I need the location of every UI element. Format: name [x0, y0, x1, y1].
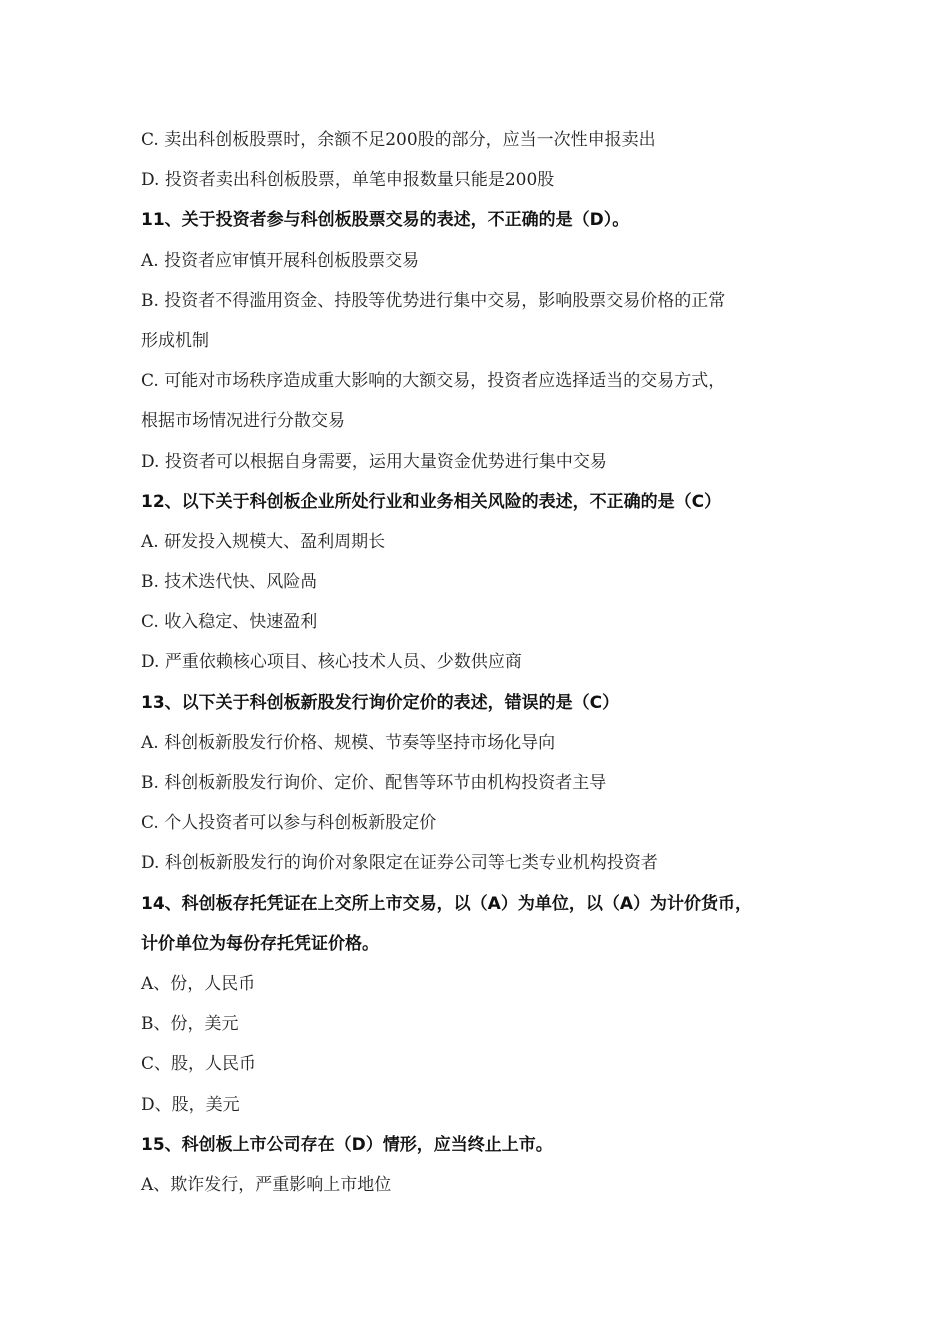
- option-line: D、股，美元: [141, 1094, 240, 1115]
- option-line: A、欺诈发行，严重影响上市地位: [141, 1174, 392, 1195]
- option-line: C. 个人投资者可以参与科创板新股定价: [141, 813, 437, 834]
- option-line: B、份，美元: [141, 1014, 239, 1035]
- question-14-continued: 计价单位为每份存托凭证价格。: [141, 933, 379, 954]
- option-line: B. 投资者不得滥用资金、持股等优势进行集中交易，影响股票交易价格的正常: [141, 290, 726, 311]
- option-line: A、份，人民币: [141, 973, 256, 994]
- question-12: 12、以下关于科创板企业所处行业和业务相关风险的表述，不正确的是（C）: [141, 491, 722, 512]
- option-line-continued: 形成机制: [141, 330, 209, 351]
- option-line: D. 科创板新股发行的询价对象限定在证券公司等七类专业机构投资者: [141, 853, 658, 874]
- option-line: D. 投资者卖出科创板股票，单笔申报数量只能是200股: [141, 170, 555, 191]
- option-line: D. 投资者可以根据自身需要，运用大量资金优势进行集中交易: [141, 451, 607, 472]
- option-line: C. 收入稳定、快速盈利: [141, 612, 318, 633]
- option-line-continued: 根据市场情况进行分散交易: [141, 411, 345, 432]
- option-line: D. 严重依赖核心项目、核心技术人员、少数供应商: [141, 652, 522, 673]
- question-13: 13、以下关于科创板新股发行询价定价的表述，错误的是（C）: [141, 692, 620, 713]
- option-line: B. 技术迭代快、风险咼: [141, 572, 318, 593]
- option-line: A. 研发投入规模大、盈利周期长: [141, 531, 386, 552]
- document-body: [141, 120, 821, 1205]
- option-line: B. 科创板新股发行询价、定价、配售等环节由机构投资者主导: [141, 773, 607, 793]
- question-11: 11、关于投资者参与科创板股票交易的表述，不正确的是（D）。: [141, 210, 630, 231]
- option-line: A. 科创板新股发行价格、规模、节奏等坚持市场化导向: [141, 732, 556, 753]
- question-15: 15、科创板上市公司存在（D）情形，应当终止上市。: [141, 1134, 553, 1155]
- option-line: C. 可能对市场秩序造成重大影响的大额交易，投资者应选择适当的交易方式，: [141, 371, 726, 392]
- option-line: C、股，人民币: [141, 1054, 257, 1075]
- question-14: 14、科创板存托凭证在上交所上市交易，以（A）为单位，以（A）为计价货币，: [141, 893, 752, 914]
- option-line: C. 卖出科创板股票时，余额不足200股的部分，应当一次性申报卖出: [141, 130, 656, 150]
- option-line: A. 投资者应审慎开展科创板股票交易: [141, 250, 420, 271]
